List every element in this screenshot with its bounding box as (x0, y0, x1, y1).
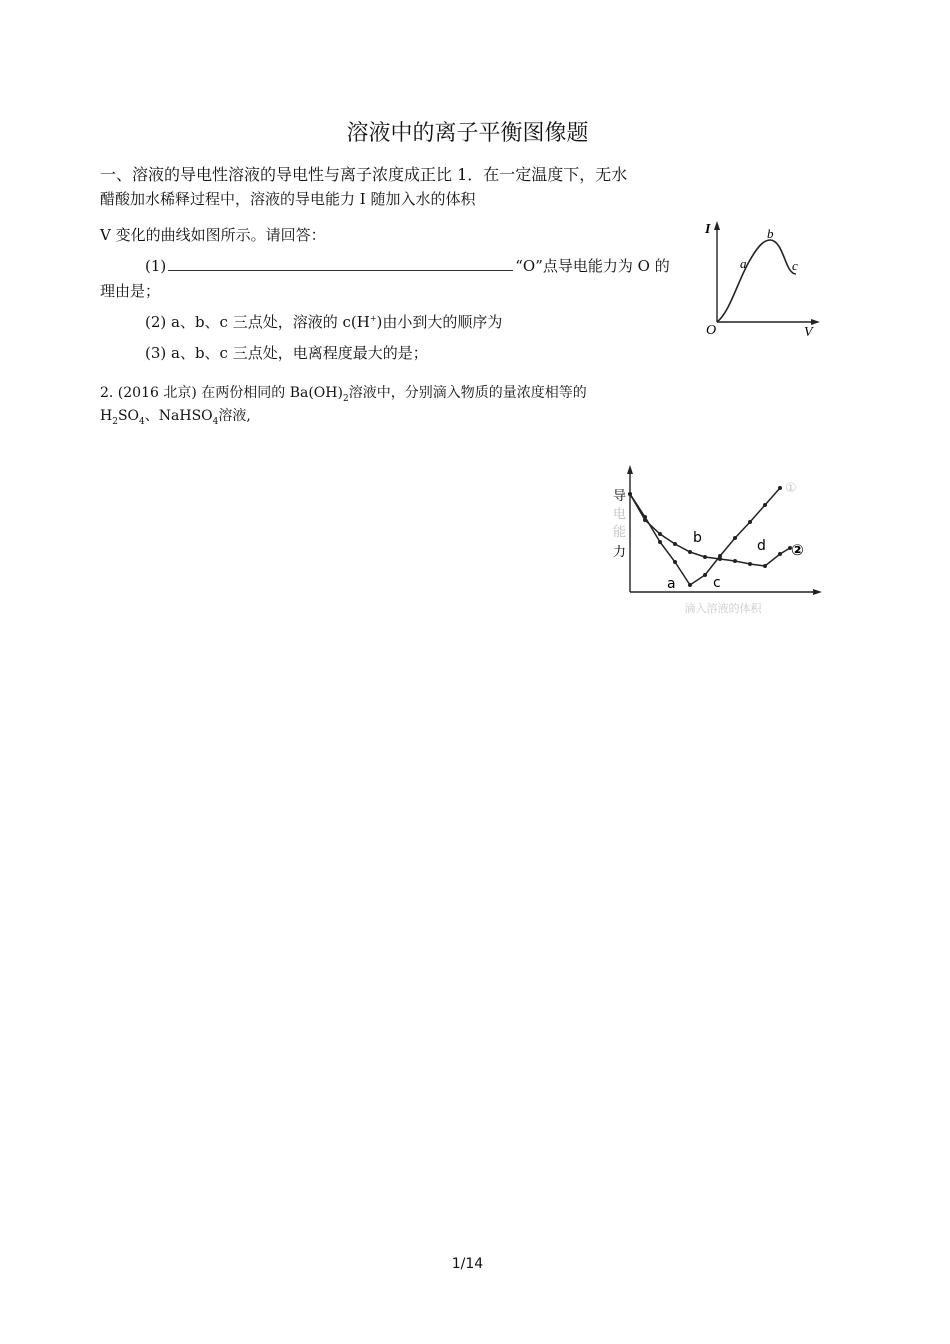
section1-line2: 醋酸加水稀释过程中，溶液的导电能力 I 随加入水的体积 (100, 190, 476, 208)
question-2-text: (2) a、b、c 三点处，溶液的 c(H (145, 313, 370, 331)
curve-2-point (688, 550, 692, 554)
x-axis-arrow (813, 589, 822, 595)
y-axis-arrow (714, 221, 720, 230)
point-c-label: c (792, 258, 798, 273)
curve-2-point (628, 492, 632, 496)
problem-2-line1 (100, 382, 587, 404)
conductivity-figure-1 (700, 218, 835, 343)
formula-so: SO (117, 408, 140, 424)
page-title: 溶液中的离子平衡图像题 (346, 121, 589, 146)
page-number: 1/14 (451, 1256, 484, 1272)
question-2 (145, 311, 502, 332)
question-2-tail: )由小到大的顺序为 (376, 313, 503, 331)
answer-blank-1[interactable] (168, 256, 513, 271)
conductivity-figure-2 (605, 462, 830, 620)
formula-so-sub: 4 (139, 416, 145, 427)
y-axis-char-2: 电 (613, 507, 627, 522)
question-3: (3) a、b、c 三点处，电离程度最大的是； (145, 344, 428, 362)
curve-2-point (748, 562, 752, 566)
y-axis-char-1: 导 (613, 489, 627, 504)
problem-2-line2 (100, 405, 251, 427)
point-d-label: d (757, 538, 766, 554)
problem-2-intro: 2. (2016 北京) 在两份相同的 Ba(OH) (100, 385, 343, 401)
curve-2-point (763, 564, 767, 568)
question-1-text: “O”点导电能力为 O 的 (515, 257, 670, 275)
curve-1-point (688, 583, 692, 587)
curve-2-point (703, 555, 707, 559)
y-axis-label: I (705, 222, 711, 237)
curve-1-point (673, 560, 677, 564)
curve-2-point (643, 518, 647, 522)
question-1 (145, 255, 670, 276)
curve-2-point (733, 559, 737, 563)
question-2-charge: + (369, 314, 377, 323)
curve-1-point (748, 520, 752, 524)
curve-1-line (630, 488, 780, 585)
curve-1-point (733, 536, 737, 540)
curve-1-point (763, 503, 767, 507)
problem-2-tail: 溶液, (218, 408, 251, 424)
curve-2-point (658, 532, 662, 536)
y-axis-arrow (627, 465, 633, 474)
point-b-label: b (767, 226, 774, 241)
curve-1-point (658, 540, 662, 544)
y-axis-char-3: 能 (613, 525, 627, 540)
point-b-label: b (693, 530, 702, 546)
x-axis-label: V (804, 325, 813, 340)
problem-2-intro-tail: 溶液中，分别滴入物质的量浓度相等的 (348, 385, 587, 401)
curve-1-point (778, 486, 782, 490)
formula-nahso-sub: 4 (212, 416, 219, 427)
curve-1-label: ① (785, 481, 797, 496)
curve-2-point (718, 557, 722, 561)
formula-h-sub: 2 (112, 416, 118, 427)
formula-sub: 2 (342, 393, 349, 404)
y-axis-char-4: 力 (613, 545, 627, 560)
curves-group (628, 486, 792, 587)
curve-2-point (673, 542, 677, 546)
curve-2-point (778, 552, 782, 556)
formula-nahso: 、NaHSO (144, 408, 213, 424)
curve-2-label: ② (791, 541, 804, 559)
point-c-label: c (713, 575, 721, 591)
point-a-label: a (740, 256, 747, 271)
question-1-line2: 理由是； (100, 282, 161, 300)
formula-h: H (100, 408, 113, 424)
question-1-number: (1) (145, 257, 167, 275)
origin-label: O (706, 323, 717, 338)
x-axis-label: 滴入溶液的体积 (684, 602, 762, 615)
conductivity-curve (717, 240, 796, 322)
section1-line1: 一、溶液的导电性溶液的导电性与离子浓度成正比 1．在一定温度下，无水 (100, 165, 628, 184)
curve-1-point (703, 573, 707, 577)
point-a-label: a (667, 576, 676, 592)
section1-line3: V 变化的曲线如图所示。请回答： (100, 226, 326, 244)
